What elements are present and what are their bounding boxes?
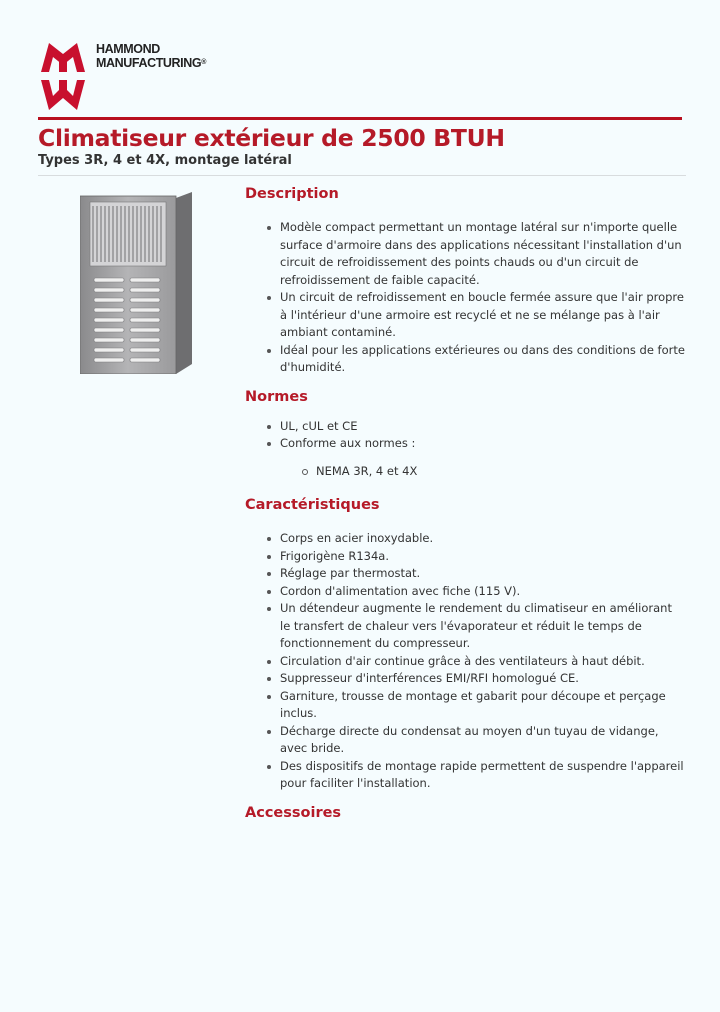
list-item: Un circuit de refroidissement en boucle fermée assure que l'air propre à l'intérieur d'une armoire est recyclé et ne se mélange pas à l'air ambiant contaminé. — [245, 289, 685, 342]
list-item: UL, cUL et CE — [245, 418, 685, 436]
page-subtitle: Types 3R, 4 et 4X, montage latéral — [38, 153, 292, 168]
description-heading: Description — [245, 186, 339, 202]
header-rule — [38, 117, 682, 120]
subtitle-divider — [38, 175, 686, 176]
normes-sublist — [280, 463, 685, 481]
caracteristiques-section — [245, 494, 685, 793]
description-list — [245, 219, 685, 377]
hammond-logo-icon — [38, 40, 88, 112]
list-item: Garniture, trousse de montage et gabarit pour découpe et perçage inclus. — [245, 688, 685, 723]
list-item — [245, 435, 685, 480]
accessoires-heading: Accessoires — [245, 804, 342, 821]
content-column — [245, 183, 685, 824]
list-item: Réglage par thermostat. — [245, 565, 685, 583]
page-title: Climatiseur extérieur de 2500 BTUH — [38, 124, 505, 152]
caracteristiques-list — [245, 530, 685, 793]
normes-heading: Normes — [245, 388, 308, 405]
caracteristiques-heading: Caractéristiques — [245, 497, 380, 513]
brand-line-2: MANUFACTURING — [96, 56, 202, 70]
list-item: Corps en acier inoxydable. — [245, 530, 685, 548]
air-conditioner-product-image — [80, 192, 192, 374]
list-item: Cordon d'alimentation avec fiche (115 V). — [245, 583, 685, 601]
company-logo — [38, 40, 238, 115]
registered-mark: ® — [201, 59, 206, 66]
list-item: Frigorigène R134a. — [245, 548, 685, 566]
list-item: Suppresseur d'interférences EMI/RFI homologué CE. — [245, 670, 685, 688]
list-item: Idéal pour les applications extérieures ou dans des conditions de forte d'humidité. — [245, 342, 685, 377]
accessoires-section — [245, 802, 685, 824]
list-item: Circulation d'air continue grâce à des ventilateurs à haut débit. — [245, 653, 685, 671]
list-item: Modèle compact permettant un montage latéral sur n'importe quelle surface d'armoire dans des applications nécessitant l'installation d'un circuit de refroidissement des points chauds ou d'un circuit de refroidissement de faible capacité. — [245, 219, 685, 289]
list-item-text: Conforme aux normes : — [280, 436, 416, 450]
list-item: Décharge directe du condensat au moyen d'un tuyau de vidange, avec bride. — [245, 723, 685, 758]
description-section — [245, 183, 685, 377]
sub-list-item: NEMA 3R, 4 et 4X — [280, 463, 685, 481]
normes-section — [245, 386, 685, 481]
list-item: Des dispositifs de montage rapide permettent de suspendre l'appareil pour faciliter l'installation. — [245, 758, 685, 793]
normes-list — [245, 418, 685, 481]
list-item: Un détendeur augmente le rendement du climatiseur en améliorant le transfert de chaleur vers l'évaporateur et réduit le temps de fonctionnement du compresseur. — [245, 600, 685, 653]
brand-name — [96, 42, 206, 70]
brand-line-1: HAMMOND — [96, 42, 160, 56]
